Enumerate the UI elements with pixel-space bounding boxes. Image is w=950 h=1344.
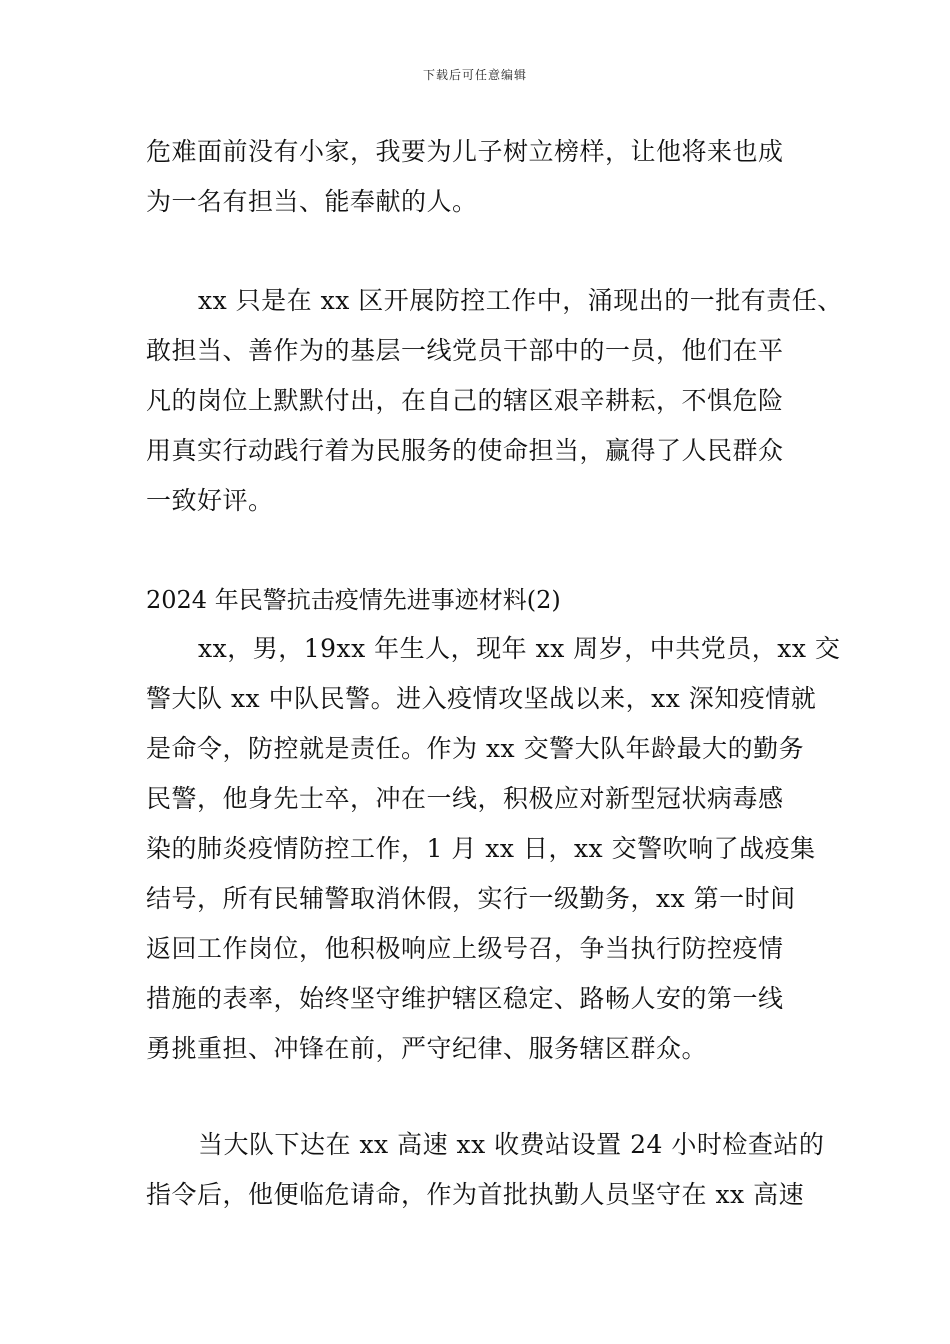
paragraph-2	[146, 276, 843, 526]
paragraph-line: 指令后，他便临危请命，作为首批执勤人员坚守在 xx 高速	[146, 1180, 805, 1209]
paragraph-line: 当大队下达在 xx 高速 xx 收费站设置 24 小时检查站的	[198, 1130, 825, 1159]
paragraph-3	[146, 624, 841, 1074]
paragraph-line: 用真实行动践行着为民服务的使命担当，赢得了人民群众	[146, 436, 784, 465]
paragraph-line: xx，男，19xx 年生人，现年 xx 周岁，中共党员，xx 交	[198, 634, 841, 663]
paragraph-1	[146, 127, 811, 227]
paragraph-line: 结号，所有民辅警取消休假，实行一级勤务，xx 第一时间	[146, 884, 796, 913]
paragraph-4	[146, 1120, 825, 1220]
paragraph-line: 民警，他身先士卒，冲在一线，积极应对新型冠状病毒感	[146, 784, 784, 813]
section-heading: 2024 年民警抗击疫情先进事迹材料(2)	[146, 586, 561, 614]
paragraph-line: 是命令，防控就是责任。作为 xx 交警大队年龄最大的勤务	[146, 734, 805, 763]
paragraph-line: xx 只是在 xx 区开展防控工作中，涌现出的一批有责任、	[198, 286, 843, 315]
header-note: 下载后可任意编辑	[422, 68, 527, 82]
paragraph-line: 警大队 xx 中队民警。进入疫情攻坚战以来，xx 深知疫情就	[146, 684, 817, 713]
paragraph-line: 措施的表率，始终坚守维护辖区稳定、路畅人安的第一线	[146, 984, 784, 1013]
paragraph-line: 危难面前没有小家，我要为儿子树立榜样，让他将来也成	[146, 137, 784, 166]
paragraph-line: 返回工作岗位，他积极响应上级号召，争当执行防控疫情	[146, 934, 784, 963]
paragraph-line: 为一名有担当、能奉献的人。	[146, 187, 478, 216]
paragraph-line: 一致好评。	[146, 486, 274, 515]
paragraph-line: 敢担当、善作为的基层一线党员干部中的一员，他们在平	[146, 336, 784, 365]
paragraph-line: 勇挑重担、冲锋在前，严守纪律、服务辖区群众。	[146, 1034, 708, 1063]
paragraph-line: 凡的岗位上默默付出，在自己的辖区艰辛耕耘，不惧危险	[146, 386, 784, 415]
paragraph-line: 染的肺炎疫情防控工作，1 月 xx 日，xx 交警吹响了战疫集	[146, 834, 816, 863]
